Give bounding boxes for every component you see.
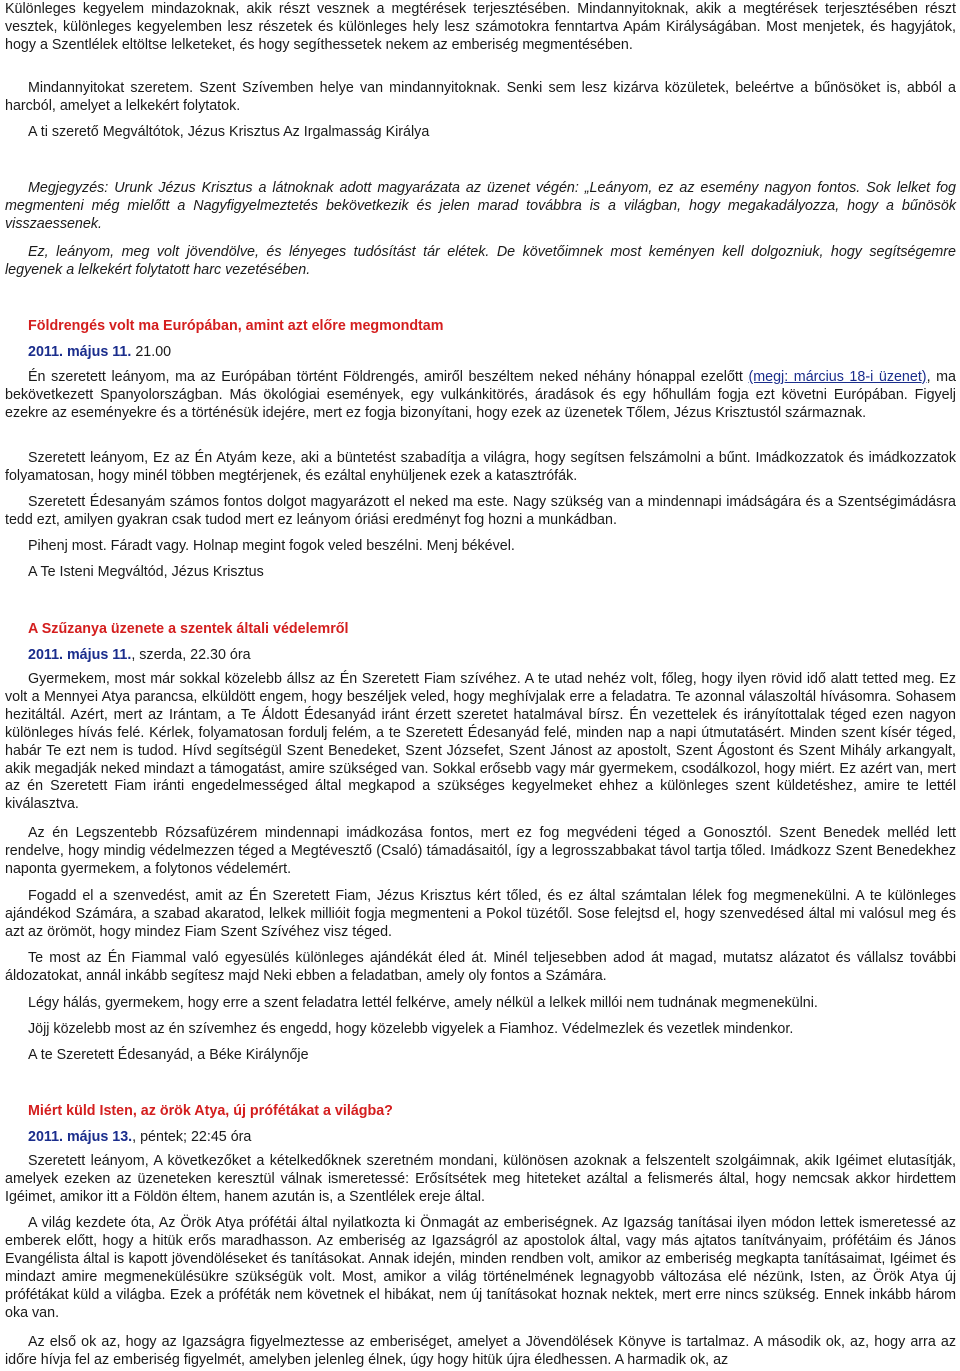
intro-paragraph: Mindannyitokat szeretem. Szent Szívemben helye van mindannyitoknak. Senki sem lesz kizárva közületek, beleértve a bűnösöket is, abból a harcból, amelyet a lelkekért folytatok. bbox=[5, 80, 956, 114]
section-title: Miért küld Isten, az örök Atya, új prófétákat a világba? bbox=[28, 1103, 393, 1119]
section-date: 2011. május 13. bbox=[28, 1129, 133, 1145]
section-time: , szerda, 22.30 óra bbox=[131, 647, 251, 663]
section-paragraph: Szeretett Édesanyám számos fontos dolgot magyarázott el neked ma este. Nagy szükség van a mindennapi imádságára és a Szentségimádásra tedd ezt, amilyen gyakran csak tudod mert ez leányom óriási eredményt fog hozni a munkádban. bbox=[5, 494, 956, 528]
section-date: 2011. május 11. bbox=[28, 647, 132, 663]
section-paragraph: Jöjj közelebb most az én szívemhez és engedd, hogy közelebb vigyelek a Fiamhoz. Védelmezlek és vezetlek mindenkor. bbox=[28, 1021, 794, 1037]
section-time: 21.00 bbox=[131, 344, 172, 360]
section-date-line bbox=[28, 1128, 251, 1146]
section-time: , péntek; 22:45 óra bbox=[132, 1129, 252, 1145]
intro-signature: A ti szerető Megváltótok, Jézus Krisztus Az Irgalmasság Királya bbox=[28, 124, 430, 140]
section-paragraph bbox=[5, 369, 956, 423]
section-signature: A Te Isteni Megváltód, Jézus Krisztus bbox=[28, 564, 264, 580]
reference-link[interactable]: (megj: március 18-i üzenet) bbox=[748, 369, 927, 385]
paragraph-text: , ma bekövetkezett Spanyolországban. Más ökológiai események, egy vulkánkitörés, áradások és egy hőhullám fogja ezt követni Európában. Figyelj ezekre az eseményekre és a történésük idejére, mert ez fogja bizonyítani, hogy ezek az üzenetek Tőlem, Jézus Krisztustól származnak. bbox=[5, 369, 956, 421]
section-paragraph: Gyermekem, most már sokkal közelebb állsz az Én Szeretett Fiam szívéhez. A te utad nehéz volt, főleg, hogy ilyen rövid idő alatt tetted meg. Ez volt a Mennyei Atya parancsa, elküldött engem, hogy beszéljek veled, hogy meghívjalak erre a feladatra. Te azonnal válaszoltál hívásomra. Sohasem hezitáltál. Azért, mert az Irántam, a Te Áldott Édesanyád iránt érzett szeretet hatalmával bírsz. Én vezettelek és irányítottalak téged ezen nagyon különleges hívás felé. Kérlek, folyamatosan fordulj felém, a te Szeretett Édesanyád felé, minden nap a napi útmutatásért. Minden szent kísér téged, habár Te ezt nem is tudod. Hívd segítségül Szent Benedeket, Szent Józsefet, Szent Jánost az apostolt, Szent Ágostont és Szent Mihály arkangyalt, akik megadják neked mindazt a támogatást, amire szükséged van. Sokkal erősebb vagy már gyermekem, csodálkozol, hogy miért. Ez azért van, mert az én Szeretett Fiam iránti engedelmességed által megkapod a szükséges kegyelmeket ehhez a különleges szent küldetéshez, amire te lettél kiválasztva. bbox=[5, 671, 956, 813]
section-paragraph: Az én Legszentebb Rózsafüzérem mindennapi imádkozása fontos, mert ez fog megvédeni téged a Gonosztól. Szent Benedek melléd lett rendelve, hogy mindig védelmezzen téged a Megtévesztő (Csaló) támadásaitól, így a legrosszabbakat távol tartja tőled. Imádkozz Szent Benedekhez naponta gyermekem, a folytonos védelemért. bbox=[5, 825, 956, 877]
section-signature: A te Szeretett Édesanyád, a Béke Királynője bbox=[28, 1047, 309, 1063]
section-paragraph: Szeretett leányom, A következőket a kételkedőknek szeretném mondani, különösen azoknak a felszentelt szolgáimnak, akik Igéimet elutasítják, amelyek ezeken az üzeneteken keresztül válnak ismeretessé: Erősítsétek meg hiteteket azáltal a felismerés által, hogy nemcsak akkor hirdettem Igéimet, amikor itt a Földön éltem, hanem azután is, a Szentlélek ereje által. bbox=[5, 1153, 956, 1205]
intro-note: Ez, leányom, meg volt jövendölve, és lényeges tudósítást tár elétek. De követőimnek most keményen kell dolgozniuk, hogy segítségemre legyenek a lelkekért folytatott harc vezetésében. bbox=[5, 244, 956, 278]
intro-paragraph: Különleges kegyelem mindazoknak, akik részt vesznek a megtérések terjesztésében. Mindannyitoknak, akik a megtérések terjesztésében részt vesztek, különleges kegyelemben lesz részetek és különleges hely lesz számotokra fenntartva Apám Királyságában. Most menjetek, és hagyjátok, hogy a Szentlélek eltöltse lelketeket, és hogy segíthessetek nekem az emberiség megmentésében. bbox=[5, 1, 956, 53]
section-title: Földrengés volt ma Európában, amint azt előre megmondtam bbox=[28, 318, 444, 334]
section-paragraph: A világ kezdete óta, Az Örök Atya prófétái által nyilatkozta ki Önmagát az emberiségnek. Az Igazság tanításai ilyen módon lettek ismeretessé az emberek előtt, hogy a hitük erős maradhasson. Az emberiség az Igazságról az apostolok által, vagy más ajtatos tanítványaim, prófétáim és János Evangélista által is kapott jövendöléseket és tanításokat. Annak idején, minden rendben volt, amikor az emberiség megkapta tanításaimat, Igéimet és mindazt amire megmenekülésükre szükségük volt. Most, amikor a világ történelmének legnagyobb változása elé nézünk, Isten, az Örök Atya új prófétákat küld a világba. Ezek a próféták nem követnek el hibákat, nem új tanításokat hoznak nektek, mert erre nincs szükség. Ennek inkább három oka van. bbox=[5, 1215, 956, 1321]
section-paragraph: Fogadd el a szenvedést, amit az Én Szeretett Fiam, Jézus Krisztus kért tőled, és ez által számtalan lélek fog megmenekülni. A te különleges ajándékod Számára, a szabad akaratod, lelkek millióit fogja megmenteni a Pokol tüzétől. Sose felejtsd el, hogy szenvedésed által mi valósul meg és azt az örömöt, hogy mindez Fiam Szent Szívéhez visz téged. bbox=[5, 888, 956, 940]
section-date: 2011. május 11. bbox=[28, 344, 132, 360]
section-paragraph: Szeretett leányom, Ez az Én Atyám keze, aki a büntetést szabadítja a világra, hogy segítsen felszámolni a bűnt. Imádkozzatok és imádkozzatok folyamatosan, hogy minél többen megtérjenek, és ezáltal enyhüljenek ezek a katasztrófák. bbox=[5, 450, 956, 484]
section-paragraph: Te most az Én Fiammal való egyesülés különleges ajándékát éled át. Minél teljesebben adod át magad, mutatsz alázatot és vállalsz további áldozatokat, annál inkább segítesz majd Neki ebben a feladatban, amely oly fontos a Számára. bbox=[5, 950, 956, 984]
section-date-line bbox=[28, 646, 251, 664]
section-title: A Szűzanya üzenete a szentek általi védelemről bbox=[28, 621, 349, 637]
section-paragraph: Légy hálás, gyermekem, hogy erre a szent feladatra lettél felkérve, amely nélkül a lelkek millói nem tudnának megmenekülni. bbox=[28, 995, 818, 1011]
paragraph-text: Én szeretett leányom, ma az Európában történt Földrengés, amiről beszéltem neked néhány hónappal ezelőtt bbox=[28, 369, 749, 385]
section-paragraph: Pihenj most. Fáradt vagy. Holnap megint fogok veled beszélni. Menj békével. bbox=[28, 538, 515, 554]
intro-note: Megjegyzés: Urunk Jézus Krisztus a látnoknak adott magyarázata az üzenet végén: „Leányom, ez az esemény nagyon fontos. Sok lelket fog megmenteni még mielőtt a Nagyfigyelmeztetés bekövetkezik és jelen marad továbbra is a világban, hogy megakadályozza, hogy a bűnösök visszaessenek. bbox=[5, 180, 956, 232]
section-date-line bbox=[28, 343, 171, 361]
section-paragraph: Az első ok az, hogy az Igazságra figyelmeztesse az emberiséget, amelyet a Jövendölések Könyve is tartalmaz. A második ok, az, hogy arra az időre hívja fel az emberiség figyelmét, amelyben jelenleg élnek, úgy hogy hitük újra éledhessen. A harmadik ok, az bbox=[5, 1334, 956, 1368]
